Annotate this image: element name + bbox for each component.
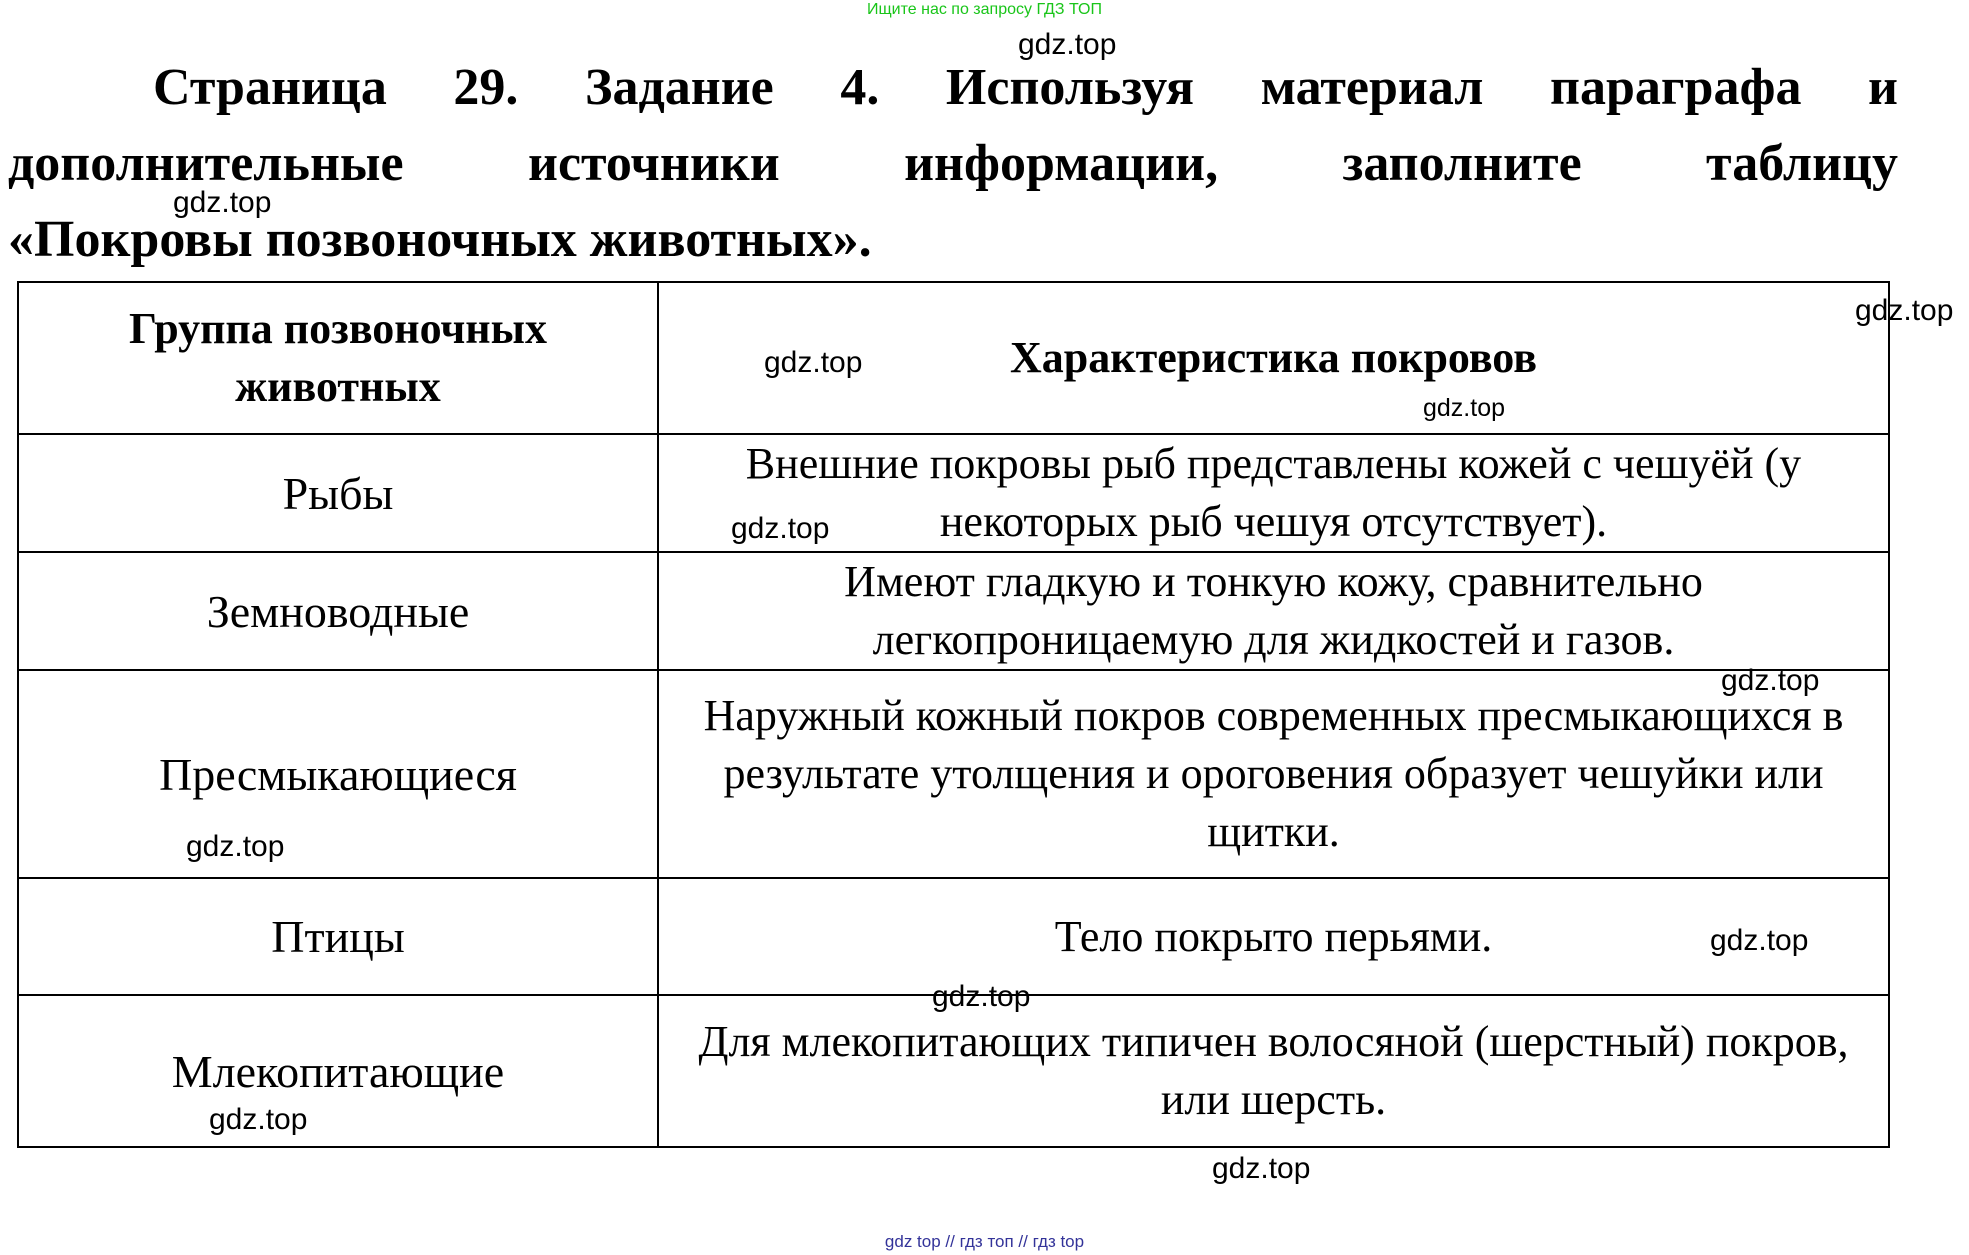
watermark: gdz.top [1855,294,1954,327]
group-cell: Птицы [18,878,658,995]
task-line-1: Страница 29. Задание 4. Используя материал параграфа и [153,59,1898,116]
watermark: gdz.top [1721,664,1820,697]
group-cell: Земноводные [18,552,658,670]
description-cell: Тело покрыто перьями. [658,878,1889,995]
table-row [18,434,1889,552]
table-row [18,552,1889,670]
watermark: gdz.top [731,512,830,545]
description-cell: Имеют гладкую и тонкую кожу, сравнительно легкопроницаемую для жидкостей и газов. [658,552,1889,670]
table-header-row [18,282,1889,434]
watermark: gdz.top [1423,394,1506,422]
description-cell: Наружный кожный покров современных пресмыкающихся в результате утолщения и ороговения образует чешуйки или щитки. [658,670,1889,878]
task-line-2: дополнительные источники информации, заполните таблицу [8,135,1898,192]
description-cell: Для млекопитающих типичен волосяной (шерстный) покров, или шерсть. [658,995,1889,1147]
task-heading [8,50,1898,278]
table-row [18,670,1889,878]
group-cell: Рыбы [18,434,658,552]
group-cell: Млекопитающие [18,995,658,1147]
watermark: gdz.top [1018,28,1117,61]
watermark: gdz.top [764,346,863,379]
header-group: Группа позвоночных животных [18,282,658,434]
watermark: gdz.top [932,980,1031,1013]
header-characteristics: Характеристика покровов [658,282,1889,434]
table-row [18,878,1889,995]
watermark: gdz.top [186,830,285,863]
top-banner: Ищите нас по запросу ГДЗ ТОП [867,1,1102,18]
task-line-3: «Покровы позвоночных животных». [8,211,872,268]
footer-links: gdz top // гдз топ // гдз top [884,1232,1085,1251]
watermark: gdz.top [173,186,272,219]
vertebrate-coverings-table [17,281,1890,1148]
watermark: gdz.top [1710,924,1809,957]
watermark: gdz.top [1212,1152,1311,1185]
group-cell: Пресмыкающиеся [18,670,658,878]
watermark: gdz.top [209,1103,308,1136]
description-cell: Внешние покровы рыб представлены кожей с чешуёй (у некоторых рыб чешуя отсутствует). [658,434,1889,552]
